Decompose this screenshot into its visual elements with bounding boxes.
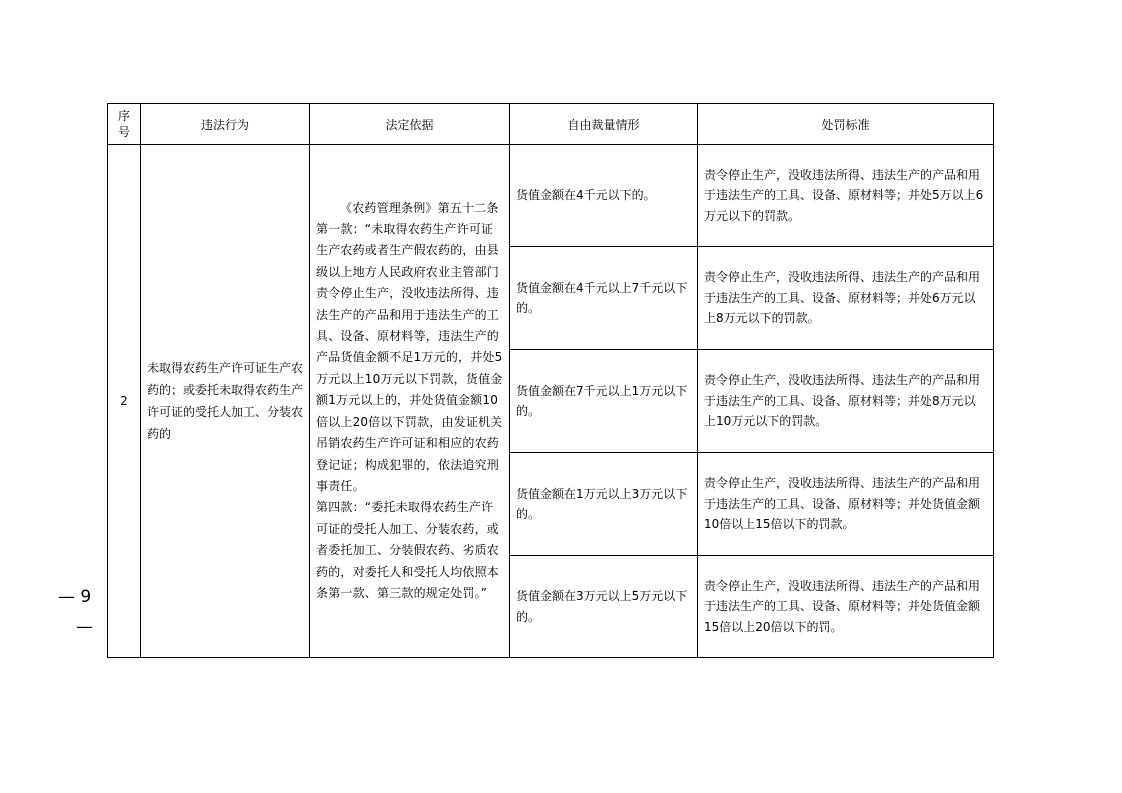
situation-4: 货值金额在1万元以上3万元以下的。 (510, 453, 698, 556)
page-number (58, 584, 93, 640)
page-number-line-2: — (76, 617, 93, 637)
row-behavior: 未取得农药生产许可证生产农药的；或委托未取得农药生产许可证的受托人加工、分装农药的 (141, 145, 310, 658)
situation-3: 货值金额在7千元以上1万元以下的。 (510, 350, 698, 453)
header-seq-line-1: 序 (117, 109, 130, 123)
row-legal-basis (310, 145, 510, 658)
standard-5: 责令停止生产，没收违法所得、违法生产的产品和用于违法生产的工具、设备、原材料等；并处货值金额15倍以上20倍以下的罚。 (698, 556, 994, 658)
table-row (108, 145, 994, 247)
situation-5: 货值金额在3万元以上5万元以下的。 (510, 556, 698, 658)
standard-1: 责令停止生产，没收违法所得、违法生产的产品和用于违法生产的工具、设备、原材料等；并处5万以上6万元以下的罚款。 (698, 145, 994, 247)
situation-2: 货值金额在4千元以上7千元以下的。 (510, 247, 698, 350)
header-seq (108, 104, 141, 145)
penalty-table (107, 103, 994, 658)
header-behavior: 违法行为 (141, 104, 310, 145)
basis-line-1: 《农药管理条例》第五十二条 (340, 200, 499, 215)
row-seq: 2 (108, 145, 141, 658)
standard-4: 责令停止生产，没收违法所得、违法生产的产品和用于违法生产的工具、设备、原材料等；并处货值金额10倍以上15倍以下的罚款。 (698, 453, 994, 556)
standard-3: 责令停止生产，没收违法所得、违法生产的产品和用于违法生产的工具、设备、原材料等；并处8万元以上10万元以下的罚款。 (698, 350, 994, 453)
situation-1: 货值金额在4千元以下的。 (510, 145, 698, 247)
page-number-line-1: — 9 (58, 587, 92, 607)
header-penalty-standard: 处罚标准 (698, 104, 994, 145)
basis-line-2: 第一款：“未取得农药生产许可证生产农药或者生产假农药的，由县级以上地方人民政府农业主管部门责令停止生产，没收违法所得、违法生产的产品和用于违法生产的工具、设备、原材料等，违法生产的产品货值金额不足1万元的，并处5万元以上10万元以下罚款，货值金额1万元以上的，并处货值金额10倍以上20倍以下罚款，由发证机关吊销农药生产许可证和相应的农药登记证；构成犯罪的，依法追究刑事责任。 (316, 222, 503, 493)
table-header-row (108, 104, 994, 145)
header-legal-basis: 法定依据 (310, 104, 510, 145)
header-discretion: 自由裁量情形 (510, 104, 698, 145)
header-seq-line-2: 号 (117, 125, 130, 139)
basis-line-3: 第四款：“委托未取得农药生产许可证的受托人加工、分装农药，或者委托加工、分装假农药、劣质农药的，对委托人和受托人均依照本条第一款、第三款的规定处罚。” (316, 500, 500, 600)
standard-2: 责令停止生产，没收违法所得、违法生产的产品和用于违法生产的工具、设备、原材料等；并处6万元以上8万元以下的罚款。 (698, 247, 994, 350)
